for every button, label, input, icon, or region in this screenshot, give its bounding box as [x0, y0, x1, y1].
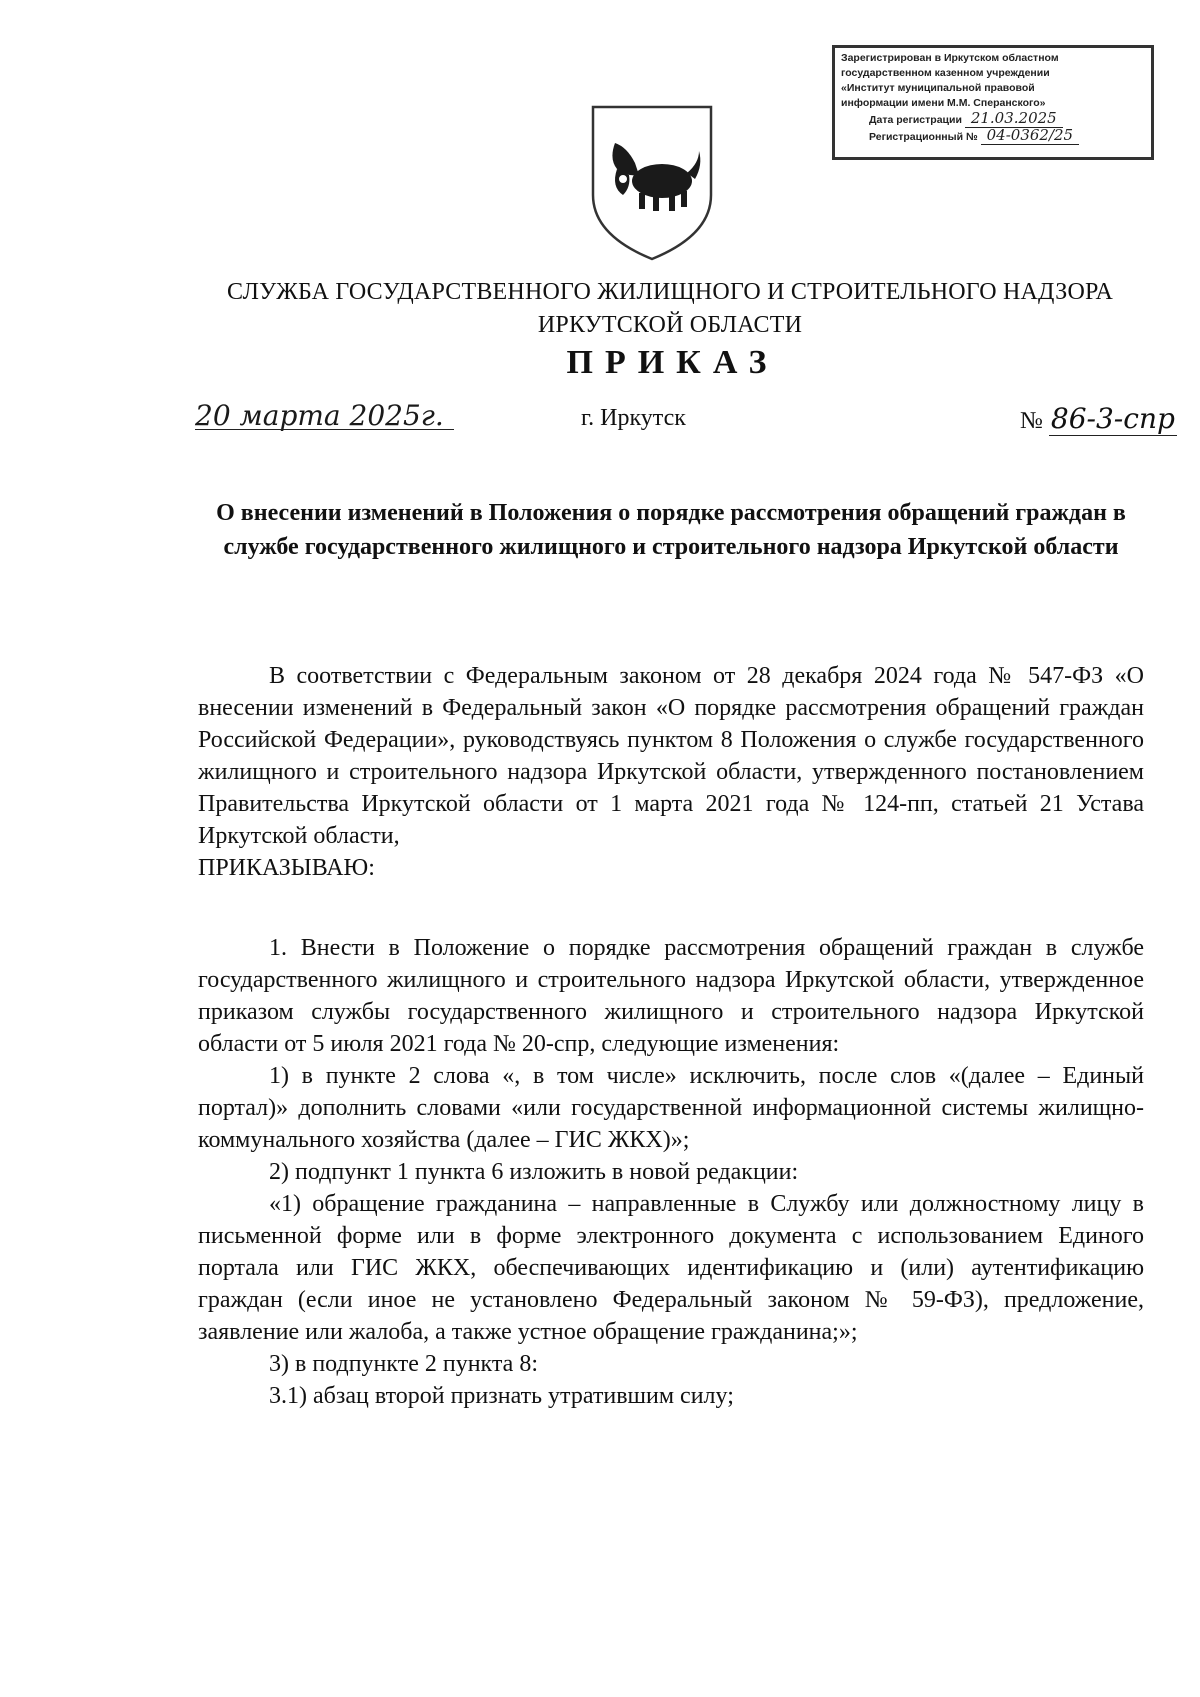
handwritten-number: 86-3-спр [1050, 402, 1175, 435]
document-type: ПРИКАЗ [566, 344, 779, 381]
item-1-2-text: «1) обращение гражданина – направленные в Службу или должностному лицу в письменной форме или в форме электронного документа с использованием Единого портала или ГИС ЖКХ, обеспечивающих идентификацию и (или) аутентификацию граждан (если иное не установлено Федеральный законом № 59-ФЗ), предложение, заявление или жалоба, а также устное обращение гражданина;»; [198, 1191, 1144, 1345]
stamp-line-4: информации имени М.М. Сперанского» [841, 97, 1046, 109]
document-subject: О внесении изменений в Положения о порядке рассмотрения обращений граждан в службе государственного жилищного и строительного надзора Иркутской области [216, 500, 1126, 560]
item-1-1: 1) в пункте 2 слова «, в том числе» исключить, после слов «(далее – Единый портал)» дополнить словами «или государственной информационной системы жилищно-коммунального хозяйства (далее – ГИС ЖКХ)»; [198, 1063, 1144, 1153]
org-line-1: СЛУЖБА ГОСУДАРСТВЕННОГО ЖИЛИЩНОГО И СТРОИТЕЛЬНОГО НАДЗОРА [227, 279, 1113, 305]
item-1: 1. Внести в Положение о порядке рассмотрения обращений граждан в службе государственного жилищного и строительного надзора Иркутской области, утвержденное приказом службы государственного жилищного и строительного надзора Иркутской области от 5 июля 2021 года № 20-спр, следующие изменения: [198, 935, 1144, 1057]
stamp-reg-value: 04-0362/25 [981, 126, 1079, 145]
stamp-reg-row [869, 128, 1145, 145]
stamp-date-label: Дата регистрации [869, 114, 962, 126]
stamp-line-1: Зарегистрирован в Иркутском областном [841, 52, 1059, 64]
city: г. Иркутск [581, 405, 686, 431]
order-word: ПРИКАЗЫВАЮ: [198, 855, 375, 881]
stamp-date-value: 21.03.2025 [965, 109, 1063, 128]
stamp-line-2: государственном казенном учреждении [841, 67, 1050, 79]
handwritten-date: 20 марта 2025г. [195, 399, 444, 432]
preamble-paragraph: В соответствии с Федеральным законом от 28 декабря 2024 года № 547-ФЗ «О внесении изменений в Федеральный закон «О порядке рассмотрения обращений граждан Российской Федерации», руководствуясь пунктом 8 Положения о службе государственного жилищного и строительного надзора Иркутской области, утвержденного постановлением Правительства Иркутской области от 1 марта 2021 года № 124-пп, статьей 21 Устава Иркутской области, [198, 663, 1144, 849]
stamp-reg-label: Регистрационный № [869, 131, 978, 143]
number-label: № [1020, 408, 1043, 434]
item-1-2: 2) подпункт 1 пункта 6 изложить в новой редакции: [269, 1159, 799, 1185]
document-body [198, 660, 1144, 1412]
document-number [1020, 402, 1177, 435]
org-line-2: ИРКУТСКОЙ ОБЛАСТИ [537, 312, 803, 338]
item-1-3: 3) в подпункте 2 пункта 8: [269, 1351, 538, 1377]
stamp-line-3: «Институт муниципальной правовой [841, 82, 1035, 94]
organization-name [0, 276, 1200, 342]
registration-stamp [832, 45, 1154, 160]
item-1-3-1: 3.1) абзац второй признать утратившим силу; [269, 1383, 734, 1409]
coat-of-arms-icon [587, 103, 717, 263]
